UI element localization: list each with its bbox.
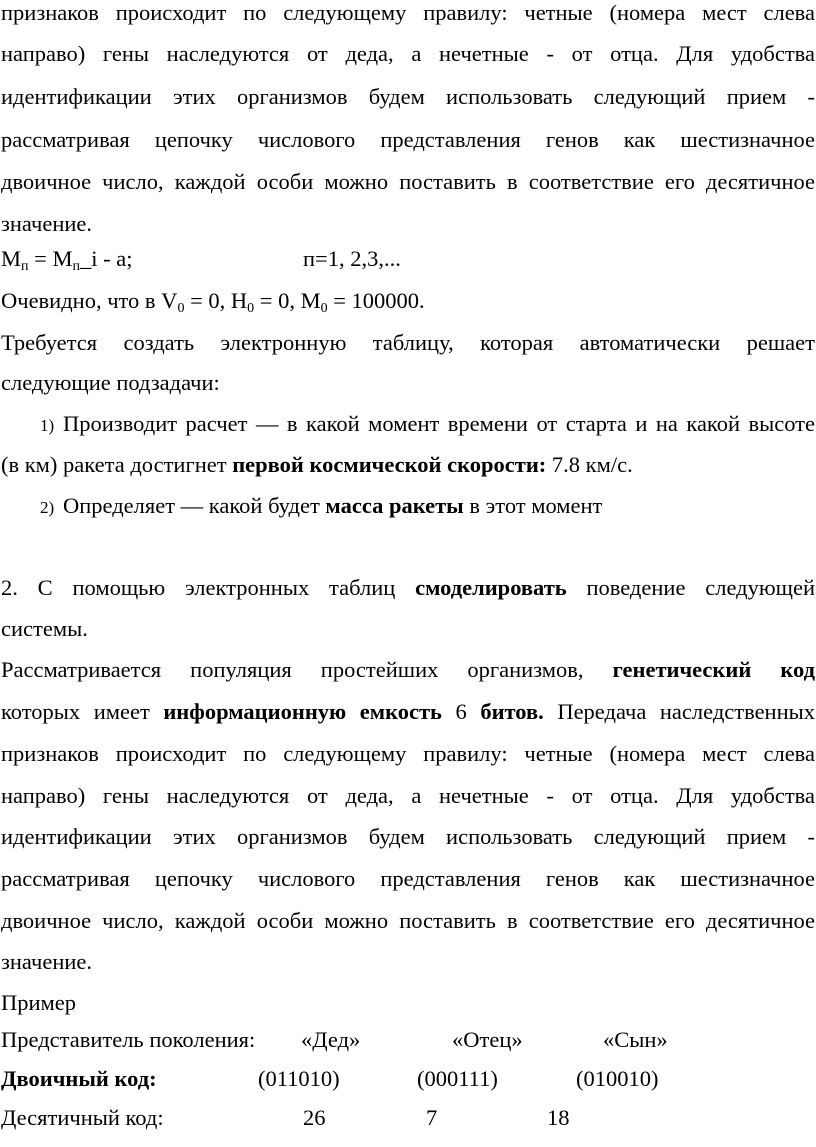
text-run: 6 (441, 699, 481, 724)
text-line: значение. (1, 211, 93, 236)
bold-text: информационную емкость (163, 699, 442, 724)
text-line (1, 698, 815, 726)
subscript: 0 (247, 301, 255, 316)
row-label: Двоичный код: (1, 1066, 157, 1091)
obvious-text: Очевидно, что в V (1, 288, 178, 313)
text-run: (в км) ракета достигнет (1, 452, 233, 477)
subscript: 0 (320, 301, 328, 316)
text-run: в этот момент (463, 493, 603, 518)
cell-binary: (010010) (576, 1066, 659, 1091)
text-line: двоичное число, каждой особи можно поставить в соответствие его десятичное (1, 169, 815, 194)
list-item-line (63, 492, 815, 520)
cell-decimal: 26 (303, 1105, 326, 1130)
example-title: Пример (1, 990, 77, 1015)
text-line: двоичное число, каждой особи можно поставить в соответствие его десятичное (1, 908, 815, 933)
text-line: направо) гены наследуются от деда, а нечетные - от отца. Для удобства (1, 783, 815, 808)
cell-father: «Отец» (452, 1027, 523, 1052)
text-line: рассматривая цепочку числового представления генов как шестизначное (1, 127, 815, 152)
cell-decimal: 18 (547, 1105, 570, 1130)
text-run: Передача наследственных (543, 699, 816, 724)
text-run: Определяет — какой будет (63, 493, 326, 518)
bold-text: первой космической скорости: (232, 452, 547, 477)
task-heading-line (1, 574, 815, 602)
obvious-text: = 0, M (254, 288, 321, 313)
subscript: 0 (177, 301, 185, 316)
cell-binary: (011010) (258, 1066, 340, 1091)
obvious-text: = 100000. (327, 288, 425, 313)
text-line: системы. (1, 616, 88, 641)
list-item-line (1, 451, 815, 479)
text-run: 2. С помощью электронных таблиц (1, 575, 416, 600)
bold-text: битов. (480, 699, 544, 724)
formula-sub: п (21, 259, 29, 274)
text-run: поведение следующей (566, 575, 816, 600)
text-line: значение. (1, 949, 93, 974)
bold-text: смоделировать (415, 575, 567, 600)
formula-m: M (1, 246, 22, 271)
example-row-decimal (1, 1104, 815, 1132)
formula-eq: = M (28, 246, 73, 271)
formula-line (1, 245, 815, 273)
text-run: 7.8 км/с. (546, 452, 633, 477)
text-line (1, 656, 815, 684)
text-run: Рассматривается популяция простейших организмов, (1, 657, 613, 682)
obvious-line (1, 287, 815, 315)
text-line: следующие подзадачи: (1, 370, 220, 395)
text-line: идентификации этих организмов будем использовать следующий прием - (1, 84, 815, 109)
cell-grandfather: «Дед» (301, 1027, 361, 1052)
text-line: рассматривая цепочку числового представления генов как шестизначное (1, 866, 815, 891)
list-marker: 1) (40, 416, 55, 435)
text-line: Требуется создать электронную таблицу, которая автоматически решает (1, 330, 815, 355)
cell-son: «Сын» (603, 1027, 668, 1052)
bold-text: масса ракеты (325, 493, 464, 518)
formula-condition: п=1, 2,3,... (303, 246, 401, 271)
cell-binary: (000111) (417, 1066, 498, 1091)
list-item-text: Производит расчет — в какой момент времени от старта и на какой высоте (63, 411, 815, 436)
list-marker: 2) (40, 498, 55, 517)
bold-text: генетический код (612, 657, 816, 682)
text-line: идентификации этих организмов будем использовать следующий прием - (1, 824, 815, 849)
obvious-text: = 0, H (184, 288, 248, 313)
text-run: которых имеет (1, 699, 164, 724)
formula-sub: п (72, 259, 80, 274)
text-line: признаков происходит по следующему правилу: четные (номера мест слева (1, 741, 815, 766)
formula-rest: _i - a; (79, 246, 133, 271)
example-row-binary (1, 1065, 815, 1093)
row-label: Представитель поколения: (1, 1027, 256, 1052)
cell-decimal: 7 (426, 1105, 438, 1130)
text-line: признаков происходит по следующему правилу: четные (номера мест слева (1, 0, 815, 25)
text-line: направо) гены наследуются от деда, а нечетные - от отца. Для удобства (1, 41, 815, 66)
row-label: Десятичный код: (1, 1105, 164, 1130)
example-row-generation (1, 1026, 815, 1054)
